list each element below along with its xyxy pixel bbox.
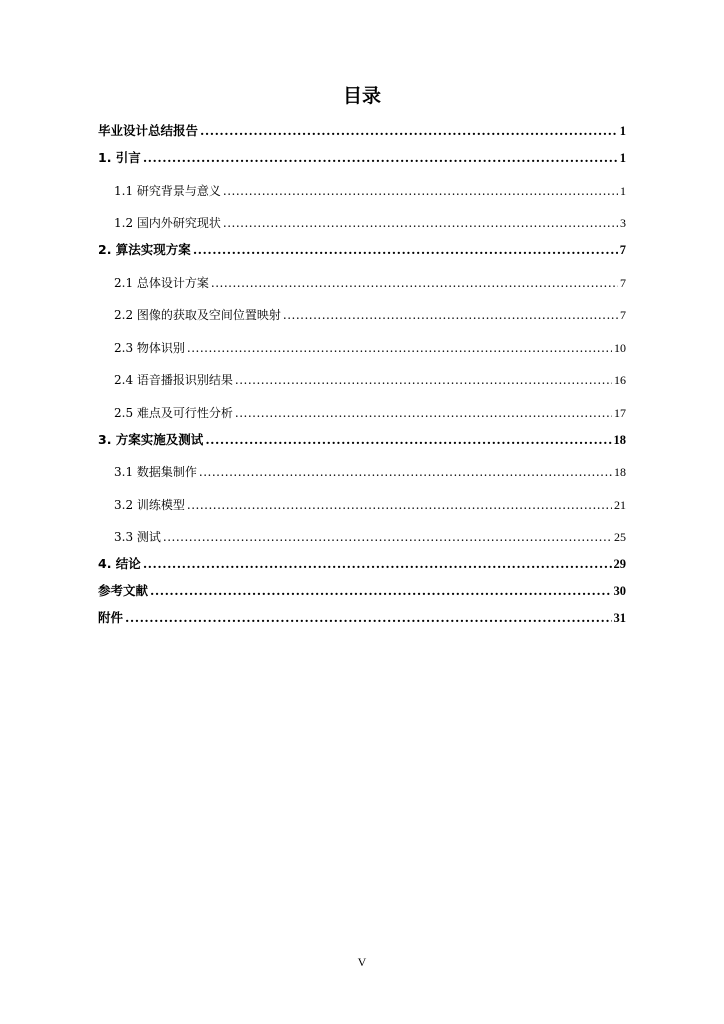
toc-entry-page: 25	[614, 530, 626, 544]
toc-leader-dots	[187, 494, 612, 516]
toc-entry-label: 参考文献	[98, 583, 149, 598]
table-of-contents	[98, 120, 626, 629]
toc-entry-label: 毕业设计总结报告	[98, 123, 199, 138]
toc-leader-dots	[163, 526, 612, 548]
toc-leader-dots	[205, 429, 611, 451]
toc-entry-label: 2.3 物体识别	[114, 340, 185, 355]
toc-entry-page: 31	[613, 611, 626, 625]
toc-entry-page: 17	[614, 405, 626, 420]
footer-page-number: V	[357, 955, 367, 969]
toc-leader-dots	[143, 147, 618, 169]
toc-entry[interactable]	[98, 239, 626, 261]
toc-entry-page: 1	[620, 183, 626, 198]
toc-entry-label: 2.2 图像的获取及空间位置映射	[114, 308, 281, 322]
toc-leader-dots	[223, 180, 618, 202]
toc-entry[interactable]	[98, 180, 626, 202]
toc-entry-label: 3.3 测试	[114, 530, 161, 544]
toc-leader-dots	[187, 337, 612, 359]
toc-entry-label: 2. 算法实现方案	[98, 242, 191, 257]
toc-entry[interactable]	[98, 272, 626, 294]
toc-entry-label: 2.5 难点及可行性分析	[114, 405, 233, 420]
toc-entry-label: 1. 引言	[98, 150, 141, 165]
toc-leader-dots	[143, 553, 612, 575]
toc-entry[interactable]	[98, 494, 626, 516]
toc-leader-dots	[193, 239, 618, 261]
toc-entry-label: 2.4 语音播报识别结果	[114, 373, 233, 387]
toc-entry-page: 30	[613, 584, 626, 598]
toc-entry-page: 7	[620, 275, 626, 290]
toc-entry-page: 1	[619, 151, 626, 165]
toc-entry[interactable]	[98, 120, 626, 142]
toc-entry-page: 16	[614, 373, 626, 387]
toc-leader-dots	[223, 212, 618, 234]
toc-entry-label: 1.2 国内外研究现状	[114, 216, 221, 230]
toc-entry-label: 3.1 数据集制作	[114, 465, 197, 479]
toc-entry-page: 3	[620, 216, 626, 230]
toc-entry[interactable]	[98, 402, 626, 424]
toc-entry-page: 18	[613, 432, 626, 447]
toc-entry-page: 10	[614, 340, 626, 355]
toc-entry[interactable]	[98, 304, 626, 326]
toc-entry[interactable]	[98, 461, 626, 483]
toc-entry-page: 7	[620, 308, 626, 322]
page-title: 目录	[342, 85, 381, 107]
toc-entry[interactable]	[98, 580, 626, 602]
toc-leader-dots	[125, 607, 611, 629]
toc-leader-dots	[199, 461, 612, 483]
toc-leader-dots	[235, 369, 612, 391]
toc-entry-label: 3.2 训练模型	[114, 497, 185, 512]
toc-leader-dots	[283, 304, 618, 326]
toc-leader-dots	[211, 272, 618, 294]
toc-entry[interactable]	[98, 429, 626, 451]
toc-entry[interactable]	[98, 147, 626, 169]
toc-entry[interactable]	[98, 553, 626, 575]
toc-entry-label: 附件	[98, 610, 124, 625]
toc-entry[interactable]	[98, 212, 626, 234]
toc-entry-page: 18	[614, 465, 626, 479]
toc-entry-label: 2.1 总体设计方案	[114, 275, 209, 290]
toc-entry-page: 29	[613, 557, 626, 571]
toc-entry-label: 4. 结论	[98, 556, 141, 571]
toc-entry-label: 3. 方案实施及测试	[98, 431, 204, 447]
toc-entry-page: 21	[614, 497, 626, 512]
toc-entry-label: 1.1 研究背景与意义	[114, 183, 221, 198]
toc-entry[interactable]	[98, 607, 626, 629]
toc-leader-dots	[200, 120, 618, 142]
toc-leader-dots	[235, 402, 612, 424]
toc-entry-page: 1	[619, 124, 626, 138]
toc-entry[interactable]	[98, 337, 626, 359]
toc-entry[interactable]	[98, 526, 626, 548]
toc-entry-page: 7	[619, 243, 626, 257]
toc-leader-dots	[150, 580, 611, 602]
toc-entry[interactable]	[98, 369, 626, 391]
